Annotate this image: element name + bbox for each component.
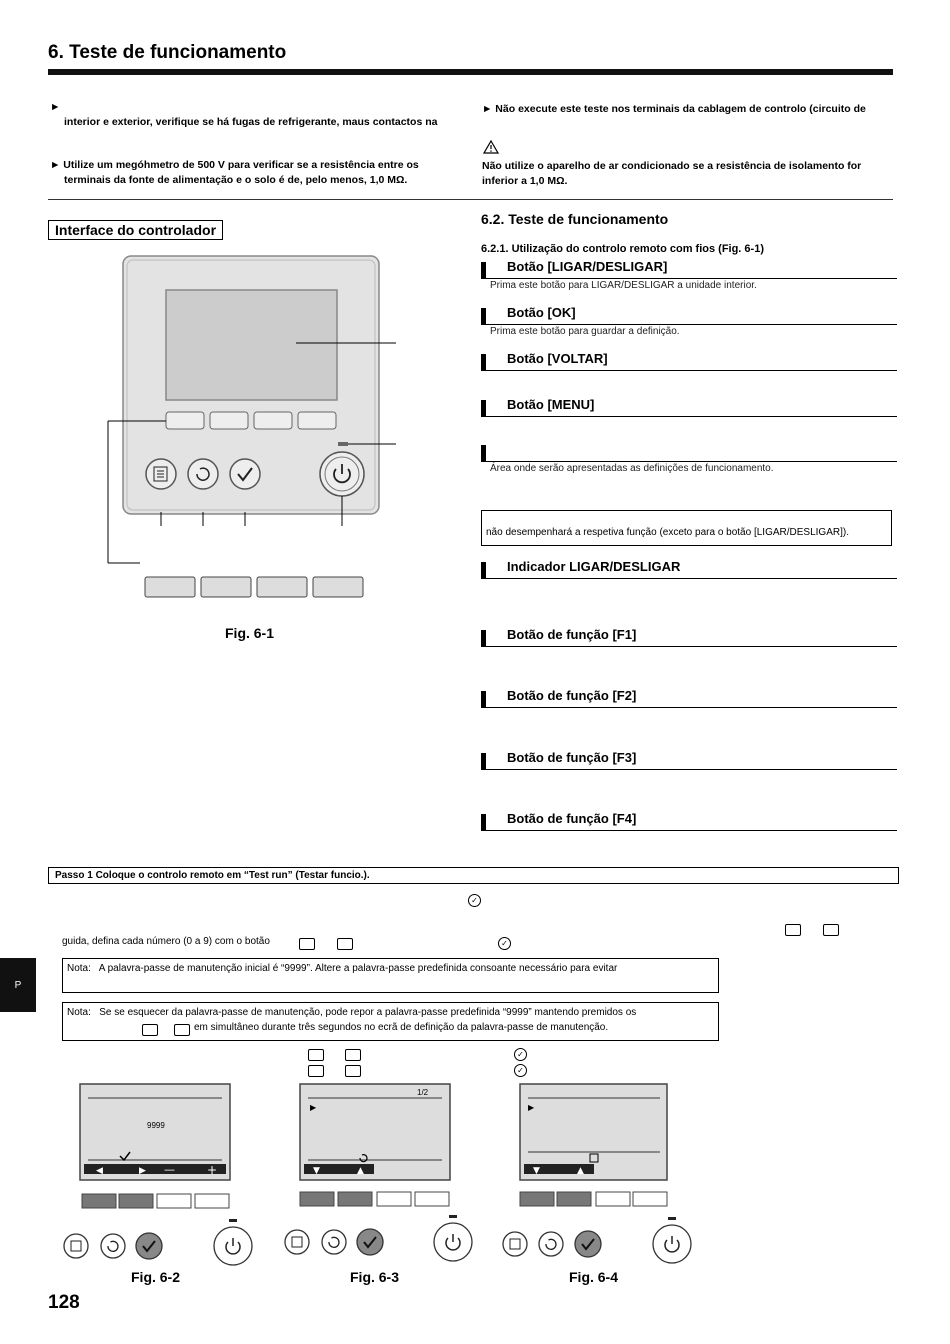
controller-diagram	[100, 250, 410, 610]
f-key-icon-j	[345, 1062, 361, 1080]
svg-text:▲: ▲	[357, 1166, 364, 1176]
f-key-icon-f	[174, 1021, 190, 1039]
intro-right-1: ► Não execute este teste nos terminais da cablagem de controlo (circuito de	[482, 103, 866, 115]
section-divider	[48, 199, 893, 200]
fig-6-3-page-indicator: 1/2	[417, 1088, 429, 1097]
svg-text:—: —	[164, 1163, 175, 1176]
fig-6-1-label: Fig. 6-1	[225, 625, 275, 641]
page-number: 128	[48, 1292, 80, 1313]
f-key-icon-d	[337, 935, 353, 953]
item-on-off-indicator: Indicador LIGAR/DESLIGAR	[481, 562, 897, 579]
page-title: 6. Teste de funcionamento	[48, 42, 287, 63]
f-key-icon-a	[785, 921, 801, 939]
section-subtitle: 6.2.1. Utilização do controlo remoto com fios (Fig. 6-1)	[481, 243, 764, 255]
f-key-icon-i	[308, 1062, 324, 1080]
note2-text: Se se esquecer da palavra-passe de manutenção, pode repor a palavra-passe predefinida “9999” mantendo premidos os	[99, 1007, 637, 1018]
title-rule	[48, 69, 893, 75]
lock-note-text: não desempenhará a respetiva função (exceto para o botão [LIGAR/DESLIGAR]).	[486, 527, 849, 538]
warning-icon	[483, 140, 499, 154]
ok-check-icon: ✓	[468, 892, 481, 910]
intro-left-2b: terminais da fonte de alimentação e o solo é de, pelo menos, 1,0 MΩ.	[64, 174, 408, 186]
svg-text:▶: ▶	[310, 1103, 317, 1112]
section-title: 6.2. Teste de funcionamento	[481, 211, 669, 227]
intro-bullet: ►	[50, 101, 61, 113]
fig-6-2-diagram	[60, 1080, 275, 1272]
step1-guide-text: guida, defina cada número (0 a 9) com o botão	[62, 936, 270, 947]
intro-left-1: interior e exterior, verifique se há fugas de refrigerante, maus contactos na	[64, 116, 438, 128]
lock-note-box	[481, 510, 892, 546]
item-on-off-button: Botão [LIGAR/DESLIGAR]	[481, 262, 897, 279]
intro-right-2: Não utilize o aparelho de ar condicionado se a resistência de isolamento for	[482, 160, 862, 172]
item-back-button: Botão [VOLTAR]	[481, 354, 897, 371]
controller-interface-label: Interface do controlador	[48, 220, 223, 240]
step1-title: Passo 1 Coloque o controlo remoto em “Test run” (Testar funcio.).	[48, 867, 899, 884]
fig-6-4-diagram	[500, 1080, 715, 1272]
note-initial-password	[62, 958, 719, 993]
intro-right-2b: inferior a 1,0 MΩ.	[482, 175, 568, 187]
item-display-desc: Área onde serão apresentadas as definições de funcionamento.	[490, 463, 774, 474]
item-menu-button: Botão [MENU]	[481, 400, 897, 417]
fig-6-2-label: Fig. 6-2	[131, 1269, 181, 1285]
f-key-icon-b	[823, 921, 839, 939]
svg-text:▶: ▶	[139, 1166, 146, 1176]
svg-text:▼: ▼	[313, 1166, 320, 1176]
item-ok-desc: Prima este botão para guardar a definição.	[490, 326, 680, 337]
fig-6-4-label: Fig. 6-4	[569, 1269, 619, 1285]
svg-text:◀: ◀	[96, 1166, 103, 1176]
ok-check-icon-4: ✓	[514, 1062, 527, 1080]
intro-left-2: ► Utilize um megóhmetro de 500 V para verificar se a resistência entre os	[50, 159, 419, 171]
note2-text-line2: em simultâneo durante três segundos no ecrã de definição da palavra-passe de manutenção.	[194, 1022, 609, 1033]
item-f1-button: Botão de função [F1]	[481, 630, 897, 647]
note1-label: Nota:	[67, 963, 91, 974]
svg-text:▼: ▼	[533, 1166, 540, 1176]
item-ok-button: Botão [OK]	[481, 308, 897, 325]
fig-6-2-password-value: 9999	[147, 1121, 165, 1130]
note2-label: Nota:	[67, 1007, 91, 1018]
fig-6-3-diagram	[280, 1080, 495, 1272]
item-display	[481, 445, 897, 462]
language-side-tab: P	[0, 958, 36, 1012]
ok-check-icon-2: ✓	[498, 935, 511, 953]
f-key-icon-c	[299, 935, 315, 953]
note1-text: A palavra-passe de manutenção inicial é “9999”. Altere a palavra-passe predefinida consoante necessário para evitar	[98, 963, 618, 974]
f-key-icon-e	[142, 1021, 158, 1039]
fig-6-3-label: Fig. 6-3	[350, 1269, 400, 1285]
item-f2-button: Botão de função [F2]	[481, 691, 897, 708]
ok-check-icon-3: ✓	[514, 1046, 527, 1064]
item-f4-button: Botão de função [F4]	[481, 814, 897, 831]
svg-text:+: +	[207, 1163, 218, 1177]
svg-text:▲: ▲	[577, 1166, 584, 1176]
item-on-off-desc: Prima este botão para LIGAR/DESLIGAR a unidade interior.	[490, 280, 757, 291]
svg-text:▶: ▶	[528, 1103, 535, 1112]
item-f3-button: Botão de função [F3]	[481, 753, 897, 770]
